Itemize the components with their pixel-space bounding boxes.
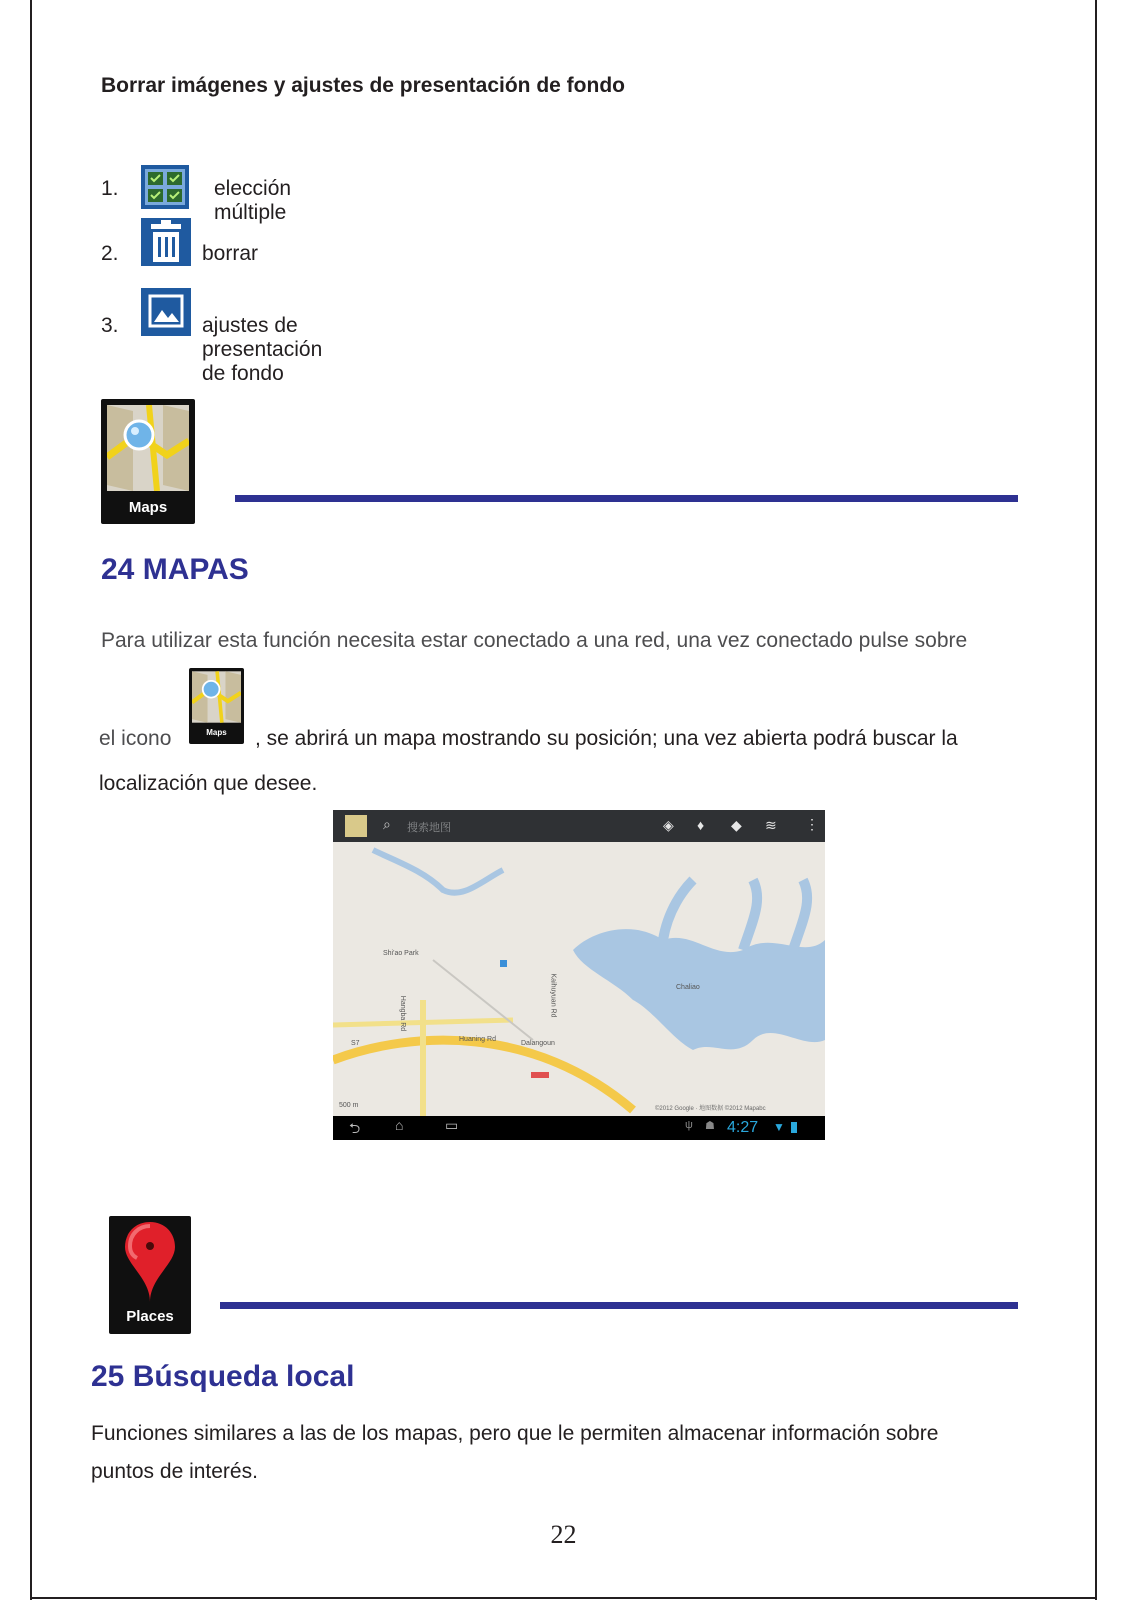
section-subtitle: Borrar imágenes y ajustes de presentación de fondo — [101, 74, 625, 97]
places-tile-label: Places — [126, 1308, 174, 1325]
maps-paragraph-line3: localización que desee. — [99, 772, 318, 795]
places-paragraph-line2: puntos de interés. — [91, 1460, 258, 1483]
home-icon[interactable]: ⌂ — [395, 1117, 404, 1133]
layers-icon[interactable]: ≋ — [765, 817, 777, 833]
page-border-right — [1095, 0, 1097, 1600]
maps-inline-icon-label: Maps — [206, 728, 227, 737]
back-icon[interactable]: ⮌ — [349, 1120, 361, 1136]
map-canvas — [333, 810, 825, 1140]
page-border-left — [30, 0, 32, 1600]
maps-paragraph-line2-end: , se abrirá un mapa mostrando su posición; una vez abierta podrá buscar la — [255, 727, 958, 750]
directions-icon[interactable]: ◆ — [731, 817, 742, 833]
map-place-label: Dalangoun — [521, 1040, 555, 1047]
android-navigation-bar — [333, 1116, 825, 1140]
step-number: 3. — [101, 314, 119, 337]
maps-icon — [192, 671, 241, 723]
android-debug-icon: ☗ — [705, 1120, 715, 1132]
battery-icon — [791, 1122, 797, 1133]
section-divider — [235, 495, 1018, 502]
places-pin-icon — [125, 1222, 175, 1302]
step-label: elección múltiple — [214, 177, 292, 224]
overflow-menu-icon[interactable]: ⋮ — [805, 816, 819, 832]
page-number: 22 — [550, 1520, 577, 1549]
step-number: 2. — [101, 242, 119, 265]
recent-apps-icon[interactable]: ▭ — [445, 1117, 459, 1133]
map-scale-bar: 500 m — [339, 1102, 359, 1109]
maps-heading: 24 MAPAS — [101, 553, 249, 586]
wallpaper-icon — [141, 288, 191, 342]
maps-tile-label: Maps — [128, 499, 168, 516]
page-border-bottom — [30, 1597, 1097, 1599]
search-icon[interactable]: ⌕ — [383, 816, 391, 832]
places-pin-icon[interactable]: ♦ — [697, 817, 705, 833]
multi-select-icon — [141, 165, 189, 215]
section-divider — [220, 1302, 1018, 1309]
map-search-input[interactable]: 搜索地图 — [407, 822, 451, 834]
map-road-label: Hangba Rd — [399, 995, 407, 1032]
map-road-label: Huaning Rd — [459, 1036, 496, 1043]
my-location-icon[interactable]: ◈ — [663, 817, 674, 833]
status-clock: 4:27 — [727, 1119, 759, 1136]
map-road-label: S7 — [351, 1040, 360, 1047]
map-place-label: Chaliao — [676, 984, 700, 991]
maps-paragraph-line1: Para utilizar esta función necesita estar conectado a una red, una vez conectado pulse sobre — [101, 629, 968, 652]
map-copyright: ©2012 Google · 地图数据 ©2012 Mapabc — [655, 1106, 766, 1112]
usb-icon: ψ — [685, 1119, 693, 1131]
maps-app-tile — [101, 399, 195, 524]
wifi-icon: ▼ — [773, 1120, 785, 1134]
current-location-icon — [500, 960, 507, 967]
maps-icon — [107, 405, 189, 491]
step-label: ajustes de presentación de fondo — [202, 314, 323, 385]
step-number: 1. — [101, 177, 119, 200]
maps-paragraph-line2-start: el icono — [99, 727, 172, 750]
places-app-tile — [109, 1216, 191, 1334]
maps-screenshot — [333, 810, 825, 1140]
map-place-label: Shi'ao Park — [383, 950, 419, 957]
maps-inline-icon — [189, 668, 244, 744]
trash-icon — [141, 218, 191, 272]
step-label: borrar — [202, 242, 259, 265]
maps-app-icon[interactable] — [345, 815, 367, 837]
map-road-label: Kaihuyuan Rd — [549, 973, 557, 1018]
map-toolbar — [333, 810, 825, 842]
places-paragraph-line1: Funciones similares a las de los mapas, pero que le permiten almacenar información sobre — [91, 1422, 939, 1445]
places-heading: 25 Búsqueda local — [91, 1360, 355, 1393]
